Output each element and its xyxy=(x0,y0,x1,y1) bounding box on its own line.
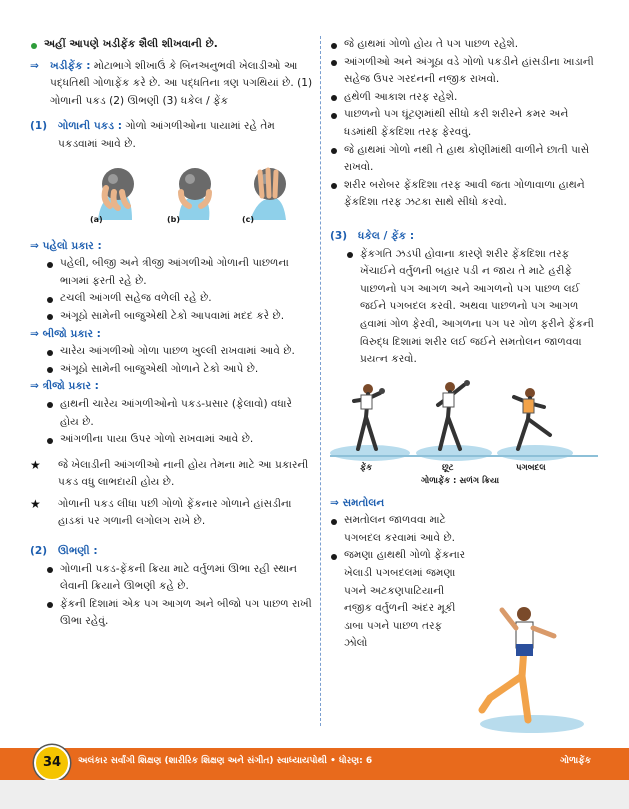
type3-title: ⇒ ત્રીજો પ્રકાર : xyxy=(30,380,99,393)
list-item: જે હાથમાં ગોળો નથી તે હાથ કોણીમાંથી વાળીને છાતી પાસે રાખવો. xyxy=(330,142,598,177)
list-item: ફેંકની દિશામાં એક પગ આગળ અને બીજો પગ પાછળ રાખી ઊભા રહેવું. xyxy=(46,596,314,631)
bottom-margin xyxy=(0,780,629,809)
grip-image-b: (b) xyxy=(165,162,223,224)
star-note-1: ★ જે ખેલાડીની આંગળીઓ નાની હોય તેમના માટે આ પ્રકારની પકડ વધુ લાભદાયી હોય છે. xyxy=(30,457,309,489)
list-item: હાથની ચારેય આંગળીઓનો પકડ-પ્રસાર (ફેલાવો) વધારે હોય છે. xyxy=(46,396,314,431)
list-item: શરીર બરોબર ફેંકદિશા તરફ આવી જતા ગોળાવાળા હાથને ફેંકદિશા તરફ ઝટકા સાથે સીધો કરવો. xyxy=(330,177,598,212)
list-item: ફેંકગતિ ઝડપી હોવાના કારણે શરીર ફેંકદિશા તરફ ખેંચાઈને વર્તુળની બહાર પડી ન જાય તે માટે હરીફે પાછળનો પગ આગળ અને આગળનો પગ પાછળ લઈ જઈને પગબદલ કરવી. અથવા પાછળનો પગ આગળ હવામાં ગોળ ફેરવી, આગળના પગ પર ગોળ ફરીને ફેંકની વિરુદ્ધ દિશામાં શરીર લઈ જઈને સમતોલન જાળવવા પ્રયત્ન કરવો. xyxy=(346,246,598,369)
footer-title: અલંકાર સર્વાંગી શિક્ષણ (શારીરિક શિક્ષણ અને સંગીત) સ્વાધ્યાયપોથી • ધોરણ: 6 xyxy=(78,756,373,766)
list-item: પહેલી, બીજી અને ત્રીજી આંગળીઓ ગોળાની પાછળના ભાગમાં ફરતી રહે છે. xyxy=(46,255,314,290)
intro-line: અહીં આપણે ખડીફેંક શૈલી શીખવાની છે. xyxy=(30,36,314,54)
bullet-icon xyxy=(31,43,37,49)
list-item: હથેળી આકાશ તરફ રહેશે. xyxy=(330,89,598,107)
grip-section: (1) ગોળાની પકડ : ગોળો આંગળીઓના પાયામાં રહે તેમ પકડવામાં આવે છે. xyxy=(30,120,275,150)
throw-sequence-figure xyxy=(330,379,598,487)
grip-image-a: (a) xyxy=(88,162,146,224)
grip-image-c: (c) xyxy=(240,162,298,224)
arrow-icon: ⇒ xyxy=(30,380,39,393)
list-item: અંગૂઠો સામેની બાજુએથી ગોળાને ટેકો આપે છે. xyxy=(46,361,314,379)
list-item: અંગૂઠો સામેની બાજુએથી ટેકો આપવામાં મદદ કરે છે. xyxy=(46,308,314,326)
stance-title: (2) ઊભણી : xyxy=(30,545,98,558)
grip-illustrations xyxy=(30,162,314,226)
figure-caption: ગોળાફેંક : સળંગ ક્રિયા xyxy=(420,475,500,486)
khadifenk-para: ⇒ ખડીફેંક : મોટાભાગે શીખાઉં કે બિનઅનુભવી ખેલાડીઓ આ પદ્ધતિથી ગોળાફેંક કરે છે. આ પદ્ધતિના ત્રણ પગથિયાં છે. (1) ગોળાની પકડ (2) ઊભણી (3) ધકેલ / ફેંક xyxy=(30,59,313,107)
throw-sequence-image xyxy=(330,379,598,463)
right-column xyxy=(330,36,598,653)
column-divider xyxy=(320,36,321,726)
arrow-icon: ⇒ xyxy=(30,327,39,340)
list-item: ટચલી આંગળી સહેજ વળેલી રહે છે. xyxy=(46,290,314,308)
star-note-2: ★ ગોળાની પકડ લીધા પછી ગોળો ફેંકનાર ગોળાને હાંસડીના હાડકાં પર ગળાની લગોલગ રાખે છે. xyxy=(30,496,292,528)
arrow-icon: ⇒ xyxy=(30,59,39,72)
list-item: આંગળીના પાયા ઉપર ગોળો રાખવામાં આવે છે. xyxy=(46,431,314,449)
list-item: સમતોલન જાળવવા માટે પગબદલ કરવામાં આવે છે. xyxy=(330,512,468,547)
figure-label: પગબદલ xyxy=(516,462,546,473)
figure-label: ફેંક xyxy=(360,462,373,473)
footer-chapter: ગોળાફેંક xyxy=(560,756,591,766)
type2-title: ⇒ બીજો પ્રકાર : xyxy=(30,327,101,340)
list-item: જમણા હાથથી ગોળો ફેંકનાર ખેલાડી પગબદલમાં જમણા પગને અટકણપાટિયાની નજીક વર્તુળની અંદર મૂકી ડાબા પગને પાછળ તરફ ઝોલો xyxy=(330,547,468,653)
arrow-icon: ⇒ xyxy=(330,496,339,509)
list-item: આંગળીઓ અને અંગૂઠા વડે ગોળો પકડીને હાંસડીના ખાડાની સહેજ ઉપર ગરદનની નજીક રાખવો. xyxy=(330,54,598,89)
list-item: પાછળનો પગ ઘૂંટણમાંથી સીધો કરી શરીરને કમર અને ધડમાંથી ફેંકદિશા તરફ ફેરવવું. xyxy=(330,106,598,141)
push-title: (3) ધકેલ / ફેંક : xyxy=(330,229,415,242)
star-icon: ★ xyxy=(30,496,41,511)
figure-label: છૂટ xyxy=(442,462,454,473)
page-number-badge: 34 xyxy=(34,745,70,781)
arrow-icon: ⇒ xyxy=(30,239,39,252)
type1-title: ⇒ પહેલો પ્રકાર : xyxy=(30,239,102,252)
balance-thrower-image xyxy=(462,600,592,735)
list-item: ગોળાની પકડ-ફેંકની ક્રિયા માટે વર્તુળમાં ઊભા રહી સ્થાન લેવાની ક્રિયાને ઊભણી કહે છે. xyxy=(46,561,314,596)
list-item: જે હાથમાં ગોળો હોય તે પગ પાછળ રહેશે. xyxy=(330,36,598,54)
left-column xyxy=(30,36,314,631)
balance-title: ⇒ સમતોલન xyxy=(330,496,385,509)
list-item: ચારેય આંગળીઓ ગોળા પાછળ ખુલ્લી રાખવામાં આવે છે. xyxy=(46,343,314,361)
star-icon: ★ xyxy=(30,457,41,472)
